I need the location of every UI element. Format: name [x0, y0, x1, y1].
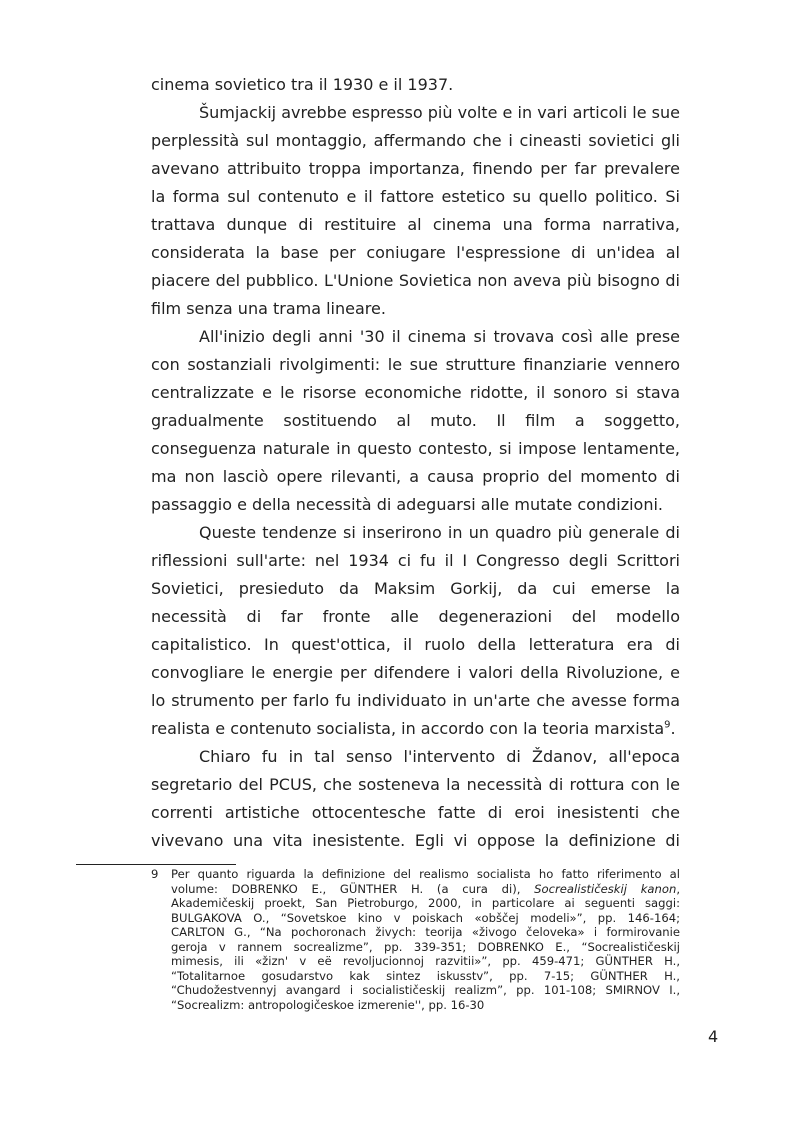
body-line [151, 323, 680, 351]
body-text [151, 71, 680, 855]
body-line [151, 547, 680, 575]
body-line-text: gradualmente sostituendo al muto. Il film a soggetto, [151, 411, 680, 430]
body-line-text: passaggio e della necessità di adeguarsi alle mutate condizioni. [151, 495, 663, 514]
body-line [151, 351, 680, 379]
body-line-text: conseguenza naturale in questo contesto, si impose lentamente, [151, 439, 680, 458]
footnote-line-text: mimesis, ili «žizn' v eë revoljucionnoj razvitii»”, pp. 459-471; GÜNTHER H., [171, 954, 680, 968]
footnote-line-text: “Socrealizm: antropologičeskoe izmerenie'', pp. 16-30 [171, 997, 485, 1012]
body-line [151, 295, 680, 323]
body-line-text: segretario del PCUS, che sosteneva la necessità di rottura con le [151, 775, 680, 794]
footnote-line [151, 983, 680, 998]
footnote-book-title: Socrealističeskij kanon [534, 881, 677, 896]
footnote-line-text: BULGAKOVA O., “Sovetskoe kino v poiskach «obščej modeli»”, pp. 146-164; [171, 910, 680, 925]
footnote-line-text: Akademičeskij proekt, San Pietroburgo, 2000, in particolare ai seguenti saggi: [171, 896, 680, 910]
body-line [151, 127, 680, 155]
body-line [151, 435, 680, 463]
body-line [151, 71, 680, 99]
body-line-text: avevano attribuito troppa importanza, finendo per far prevalere [151, 159, 680, 178]
footnote-line-text: “Chudožestvennyj avangard i socialističeskij realizm”, pp. 101-108; SMIRNOV I., [171, 983, 680, 997]
body-line-text: Šumjackij avrebbe espresso più volte e in vari articoli le sue [199, 103, 680, 122]
body-line-text: ma non lasciò opere rilevanti, a causa proprio del momento di [151, 467, 680, 486]
body-line [151, 379, 680, 407]
footnote-line-text: CARLTON G., “Na pochoronach živych: teorija «živogo čeloveka» i formirovanie [171, 925, 680, 939]
body-line [151, 575, 680, 603]
body-line [151, 155, 680, 183]
body-line-text: All'inizio degli anni '30 il cinema si trovava così alle prese [199, 327, 680, 346]
footnote-line-tail: , [676, 881, 680, 896]
body-line [151, 771, 680, 799]
body-line [151, 183, 680, 211]
footnote-number: 9 [151, 867, 159, 881]
footnote-line-text: volume: DOBRENKO E., GÜNTHER H. (a cura di), [171, 881, 535, 896]
body-line-text: vivevano una vita inesistente. Egli vi oppose la definizione di [151, 831, 680, 850]
body-line [151, 211, 680, 239]
body-line-text: capitalistico. In quest'ottica, il ruolo della letteratura era di [151, 635, 680, 654]
body-line [151, 743, 680, 771]
body-line-text: correnti artistiche ottocentesche fatte di eroi inesistenti che [151, 803, 680, 822]
body-line [151, 519, 680, 547]
body-line [151, 799, 680, 827]
body-line [151, 267, 680, 295]
body-line-text: convogliare le energie per difendere i valori della Rivoluzione, e [151, 663, 680, 682]
footnote-line [151, 911, 680, 926]
body-line [151, 239, 680, 267]
body-line [151, 827, 680, 855]
body-line [151, 715, 680, 743]
body-line [151, 631, 680, 659]
footnote-line-text: Per quanto riguarda la definizione del realismo socialista ho fatto riferimento al [171, 867, 680, 881]
footnote-line-text: “Totalitarnoe gosudarstvo kak sintez iskusstv”, pp. 7-15; GÜNTHER H., [171, 968, 680, 983]
body-line-tail: . [670, 719, 676, 738]
footnote-line [151, 969, 680, 984]
body-line-text: centralizzate e le risorse economiche ridotte, il sonoro si stava [151, 383, 680, 402]
body-line [151, 99, 680, 127]
footnote [151, 867, 680, 1012]
body-line-text: lo strumento per farlo fu individuato in un'arte che avesse forma [151, 691, 680, 710]
footnote-line [151, 925, 680, 940]
body-line [151, 659, 680, 687]
page-number: 4 [708, 1027, 719, 1046]
body-line-text: la forma sul contenuto e il fattore estetico su quello politico. Si [151, 187, 680, 206]
footnote-line [151, 998, 680, 1013]
footnote-line-text: geroja v rannem socrealizme”, pp. 339-351; DOBRENKO E., “Socrealističeskij [171, 939, 680, 954]
body-line-text: perplessità sul montaggio, affermando che i cineasti sovietici gli [151, 131, 680, 150]
footnote-line [151, 940, 680, 955]
body-line-text: Queste tendenze si inserirono in un quadro più generale di [199, 523, 680, 542]
body-line [151, 603, 680, 631]
body-line-text: riflessioni sull'arte: nel 1934 ci fu il I Congresso degli Scrittori [151, 551, 680, 570]
footnote-line [151, 867, 680, 882]
body-line-text: piacere del pubblico. L'Unione Sovietica non aveva più bisogno di [151, 271, 680, 290]
footnote-line [151, 896, 680, 911]
footnote-separator [76, 864, 236, 865]
body-line-text: trattava dunque di restituire al cinema una forma narrativa, [151, 215, 680, 234]
body-line-text: realista e contenuto socialista, in accordo con la teoria marxista [151, 719, 665, 738]
body-line [151, 687, 680, 715]
body-line-text: con sostanziali rivolgimenti: le sue strutture finanziarie vennero [151, 355, 680, 374]
footnote-line [151, 954, 680, 969]
footnote-reference: 9 [664, 719, 671, 731]
body-line [151, 491, 680, 519]
body-line [151, 463, 680, 491]
body-line-text: cinema sovietico tra il 1930 e il 1937. [151, 75, 454, 94]
body-line-text: Sovietici, presieduto da Maksim Gorkij, da cui emerse la [151, 579, 680, 598]
body-line-text: necessità di far fronte alle degenerazioni del modello [151, 607, 680, 626]
body-line-text: considerata la base per coniugare l'espressione di un'idea al [151, 243, 680, 262]
body-line-text: film senza una trama lineare. [151, 299, 386, 318]
body-line [151, 407, 680, 435]
body-line-text: Chiaro fu in tal senso l'intervento di Ždanov, all'epoca [199, 747, 680, 766]
footnote-line [151, 882, 680, 897]
